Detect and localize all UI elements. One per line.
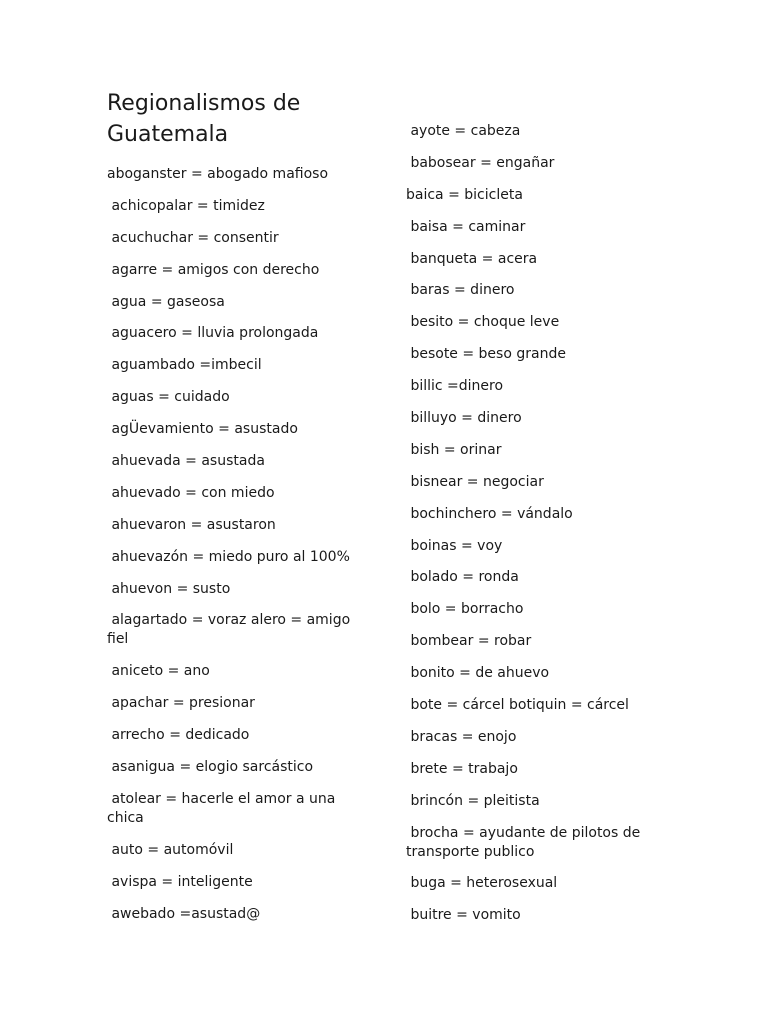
- glossary-entry: avispa = inteligente: [107, 873, 253, 890]
- glossary-entry: bolado = ronda: [406, 569, 519, 586]
- glossary-entry: aguacero = lluvia prolongada: [107, 325, 319, 342]
- glossary-entry: baica = bicicleta: [406, 186, 523, 203]
- glossary-entry: billuyo = dinero: [406, 410, 522, 427]
- glossary-entry: awebado =asustad@: [107, 905, 261, 922]
- glossary-entry: ahuevazón = miedo puro al 100%: [107, 548, 350, 565]
- glossary-entry: ahuevon = susto: [107, 580, 231, 597]
- glossary-entry: ahuevaron = asustaron: [107, 516, 276, 533]
- glossary-entry: bish = orinar: [406, 441, 502, 458]
- glossary-entry: ahuevado = con miedo: [107, 484, 275, 501]
- glossary-entry: ahuevada = asustada: [107, 453, 265, 470]
- glossary-entry: besote = beso grande: [406, 346, 566, 363]
- glossary-entry: baisa = caminar: [406, 218, 526, 235]
- glossary-entry: bolo = borracho: [406, 601, 524, 618]
- glossary-entry: baras = dinero: [406, 282, 515, 299]
- glossary-entry: brete = trabajo: [406, 760, 518, 777]
- glossary-entry: billic =dinero: [406, 378, 504, 395]
- glossary-entry: achicopalar = timidez: [107, 197, 265, 214]
- glossary-entry: besito = choque leve: [406, 314, 560, 331]
- glossary-entry: arrecho = dedicado: [107, 727, 250, 744]
- glossary-entry: bochinchero = vándalo: [406, 505, 573, 522]
- page-title: Regionalismos de Guatemala: [107, 91, 301, 147]
- glossary-entry: bombear = robar: [406, 633, 532, 650]
- glossary-entry: agÜevamiento = asustado: [107, 421, 298, 438]
- glossary-entry: aboganster = abogado mafioso: [107, 166, 329, 182]
- glossary-entry: brincón = pleitista: [406, 792, 540, 809]
- glossary-entry: acuchuchar = consentir: [107, 229, 279, 246]
- left-column: [107, 165, 357, 936]
- glossary-entry: aguas = cuidado: [107, 389, 230, 406]
- glossary-entry: aniceto = ano: [107, 663, 210, 680]
- glossary-entry: aguambado =imbecil: [107, 357, 262, 374]
- glossary-entry: buga = heterosexual: [406, 875, 558, 892]
- glossary-entry: banqueta = acera: [406, 250, 538, 267]
- glossary-entry: alagartado = voraz alero = amigo fiel: [107, 612, 355, 648]
- glossary-entry: babosear = engañar: [406, 154, 555, 171]
- glossary-entry: agarre = amigos con derecho: [107, 261, 320, 278]
- glossary-entry: bisnear = negociar: [406, 473, 544, 490]
- glossary-entry: apachar = presionar: [107, 695, 255, 712]
- glossary-entry: agua = gaseosa: [107, 293, 225, 310]
- right-column: [406, 122, 656, 938]
- glossary-entry: buitre = vomito: [406, 907, 521, 924]
- glossary-entry: auto = automóvil: [107, 841, 234, 858]
- glossary-entry: bracas = enojo: [406, 728, 517, 745]
- glossary-entry: ayote = cabeza: [406, 123, 521, 139]
- glossary-entry: asanigua = elogio sarcástico: [107, 759, 314, 776]
- glossary-entry: bote = cárcel botiquin = cárcel: [406, 697, 629, 714]
- glossary-entry: bonito = de ahuevo: [406, 665, 550, 682]
- glossary-entry: atolear = hacerle el amor a una chica: [107, 790, 340, 826]
- glossary-entry: brocha = ayudante de pilotos de transporte publico: [406, 824, 645, 860]
- glossary-entry: boinas = voy: [406, 537, 503, 554]
